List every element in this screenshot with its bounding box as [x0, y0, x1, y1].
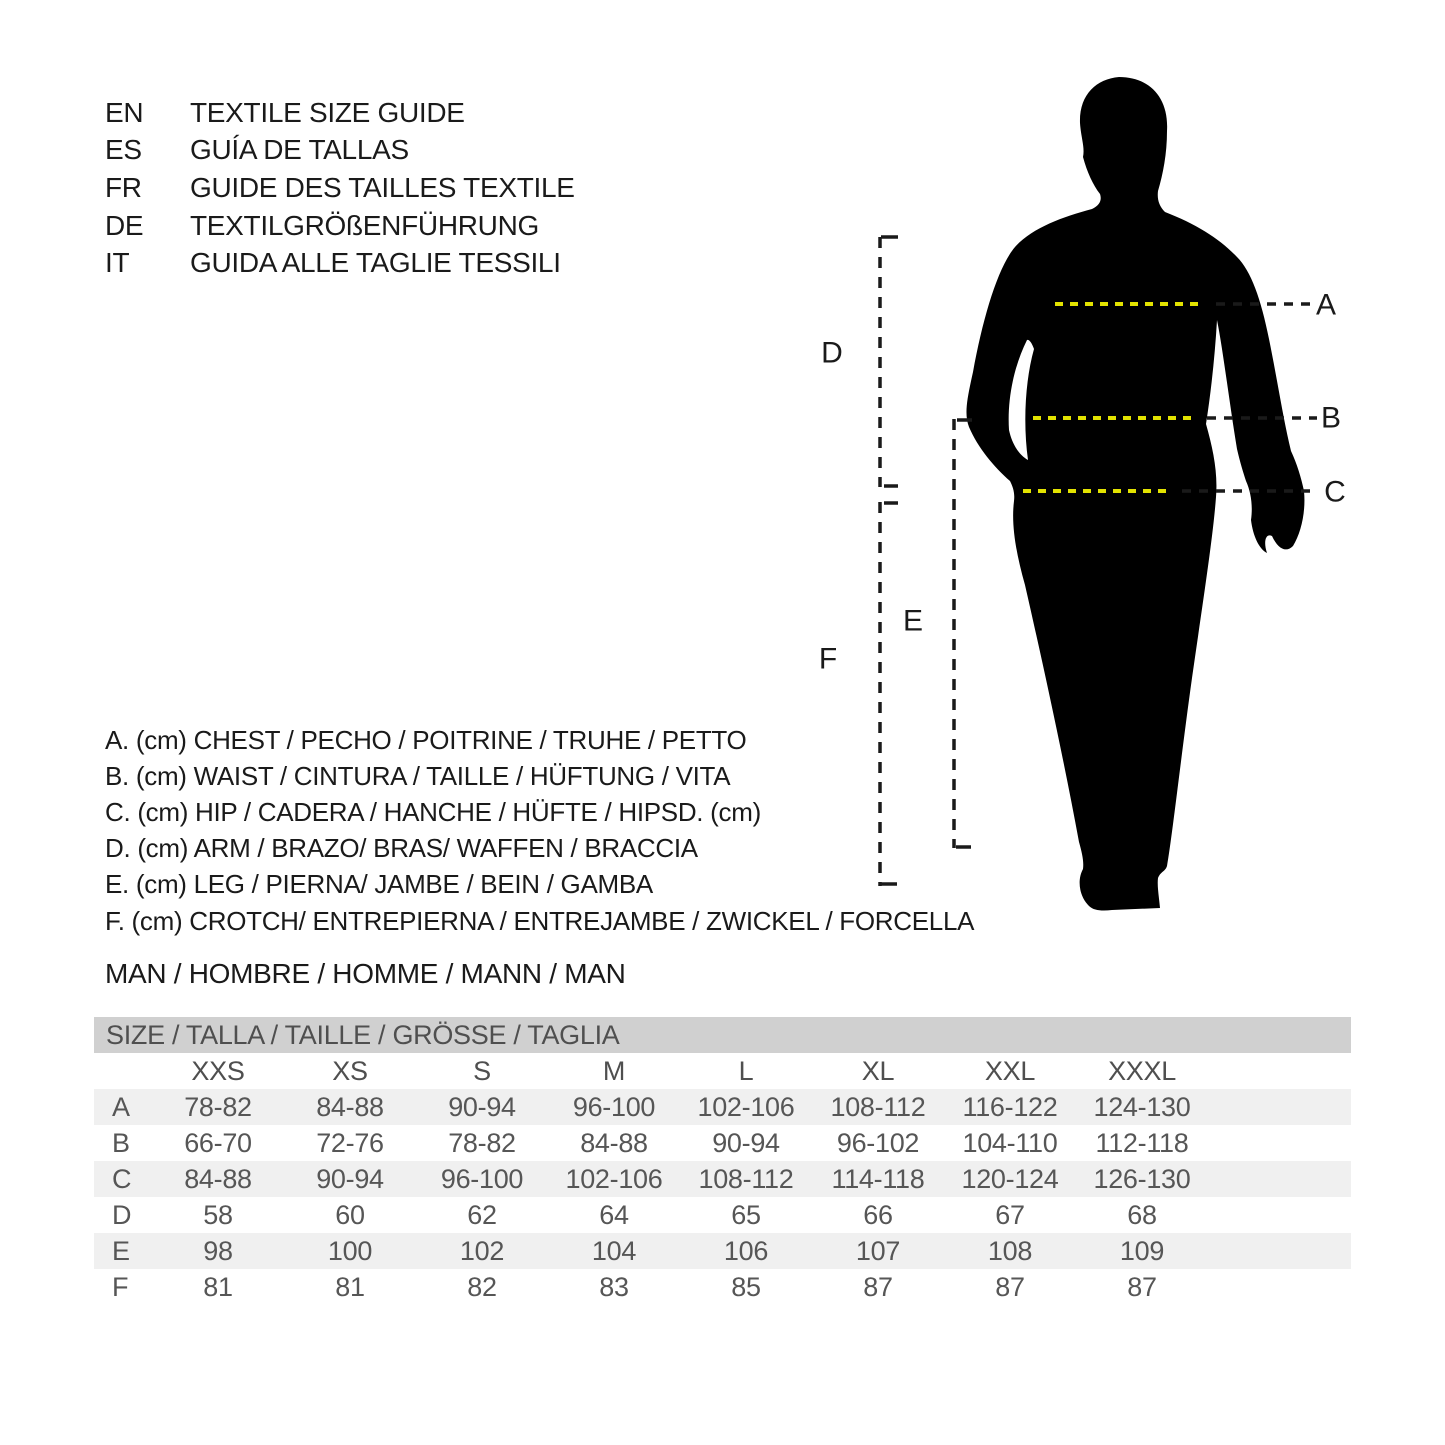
table-row-b: B 66-70 72-76 78-82 84-88 90-94 96-102 104-110 112-118	[94, 1125, 1351, 1161]
legend-line-b: B. (cm) WAIST / CINTURA / TAILLE / HÜFTUNG / VITA	[105, 760, 731, 791]
size-col: L	[738, 1055, 754, 1086]
language-title: TEXTILGRÖßENFÜHRUNG	[190, 209, 539, 241]
legend-line-c: C. (cm) HIP / CADERA / HANCHE / HÜFTE / HIPSD. (cm)	[105, 796, 761, 827]
size-table	[94, 1053, 1351, 1305]
table-row-d: D 58 60 62 64 65 66 67 68	[94, 1197, 1351, 1233]
legend-line-d: D. (cm) ARM / BRAZO/ BRAS/ WAFFEN / BRACCIA	[105, 833, 698, 864]
figure-label-b: B	[1320, 401, 1342, 435]
row-label: B	[112, 1127, 130, 1158]
language-code: EN	[105, 96, 144, 128]
language-title: GUIDE DES TAILLES TEXTILE	[190, 171, 575, 203]
row-label: F	[112, 1271, 129, 1302]
leg-measure-line	[954, 419, 972, 848]
language-title: GUIDA ALLE TAGLIE TESSILI	[190, 247, 561, 279]
table-row-c: C 84-88 90-94 96-100 102-106 108-112 114-118 120-124 126-130	[94, 1161, 1351, 1197]
figure-label-a: A	[1315, 288, 1337, 322]
size-col: XS	[332, 1055, 368, 1086]
table-row-f: F 81 81 82 83 85 87 87 87	[94, 1269, 1351, 1305]
size-col: XL	[861, 1055, 895, 1086]
category-line: MAN / HOMBRE / HOMME / MANN / MAN	[105, 958, 626, 989]
figure-label-f: F	[818, 642, 838, 676]
language-title: TEXTILE SIZE GUIDE	[190, 96, 465, 128]
legend-line-f: F. (cm) CROTCH/ ENTREPIERNA / ENTREJAMBE / ZWICKEL / FORCELLA	[105, 905, 975, 936]
size-col: S	[473, 1055, 491, 1086]
size-col: XXS	[191, 1055, 245, 1086]
figure-label-c: C	[1324, 475, 1346, 509]
language-code: DE	[105, 209, 144, 241]
row-label: E	[112, 1235, 130, 1266]
crotch-measure-line	[880, 502, 898, 886]
size-col: XXL	[984, 1055, 1036, 1086]
language-code: ES	[105, 134, 142, 166]
man-silhouette	[966, 77, 1304, 911]
legend-line-a: A. (cm) CHEST / PECHO / POITRINE / TRUHE / PETTO	[105, 724, 747, 755]
figure-label-e: E	[902, 604, 924, 638]
language-code: FR	[105, 171, 142, 203]
table-row-e: E 98 100 102 104 106 107 108 109	[94, 1233, 1351, 1269]
size-table-section	[94, 1017, 1351, 1305]
row-label	[94, 1053, 152, 1089]
row-label: A	[112, 1091, 130, 1122]
language-title: GUÍA DE TALLAS	[190, 134, 409, 166]
arm-measure-line	[880, 237, 898, 487]
size-table-header: SIZE / TALLA / TAILLE / GRÖSSE / TAGLIA	[94, 1017, 1351, 1053]
legend-line-e: E. (cm) LEG / PIERNA/ JAMBE / BEIN / GAMBA	[105, 869, 653, 900]
size-col: XXXL	[1108, 1055, 1176, 1086]
row-label: C	[112, 1163, 132, 1194]
table-row-a: A 78-82 84-88 90-94 96-100 102-106 108-112 116-122 124-130	[94, 1089, 1351, 1125]
size-col: M	[602, 1055, 626, 1086]
row-label: D	[112, 1199, 132, 1230]
figure-label-d: D	[821, 336, 843, 370]
language-code: IT	[105, 247, 130, 279]
sizes-header-row	[94, 1053, 1351, 1089]
